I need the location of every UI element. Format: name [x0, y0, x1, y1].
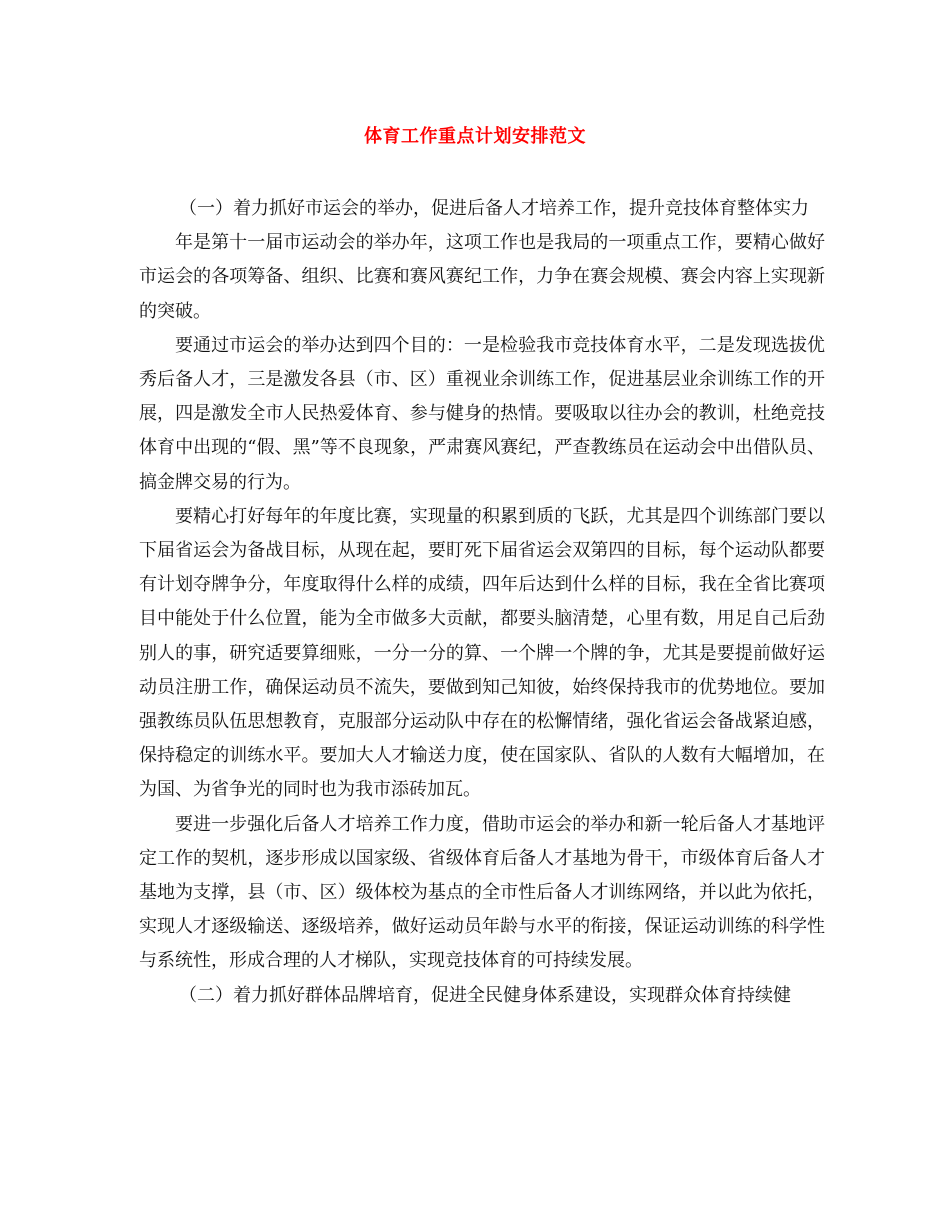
- paragraph: 年是第十一届市运动会的举办年，这项工作也是我局的一项重点工作，要精心做好市运会的各项筹备、组织、比赛和赛风赛纪工作，力争在赛会规模、赛会内容上实现新的突破。: [139, 232, 825, 322]
- document-body: [139, 192, 825, 1013]
- section-heading-1: （一）着力抓好市运会的举办，促进后备人才培养工作，提升竞技体育整体实力: [179, 198, 809, 219]
- paragraph: 要通过市运会的举办达到四个目的：一是检验我市竞技体育水平，二是发现选拔优秀后备人才，三是激发各县（市、区）重视业余训练工作，促进基层业余训练工作的开展，四是激发全市人民热爱体育、参与健身的热情。要吸取以往办会的教训，杜绝竞技体育中出现的“假、黑”等不良现象，严肃赛风赛纪，严查教练员在运动会中出借队员、搞金牌交易的行为。: [139, 334, 825, 493]
- paragraph: 要精心打好每年的年度比赛，实现量的积累到质的飞跃，尤其是四个训练部门要以下届省运会为备战目标，从现在起，要盯死下届省运会双第四的目标，每个运动队都要有计划夺牌争分，年度取得什么样的成绩，四年后达到什么样的目标，我在全省比赛项目中能处于什么位置，能为全市做多大贡献，都要头脑清楚，心里有数，用足自己后劲别人的事，研究适要算细账，一分一分的算、一个牌一个牌的争，尤其是要提前做好运动员注册工作，确保运动员不流失，要做到知己知彼，始终保持我市的优势地位。要加强教练员队伍思想教育，克服部分运动队中存在的松懈情绪，强化省运会备战紧迫感，保持稳定的训练水平。要加大人才输送力度，使在国家队、省队的人数有大幅增加，在为国、为省争光的同时也为我市添砖加瓦。: [139, 505, 825, 801]
- paragraph: 要进一步强化后备人才培养工作力度，借助市运会的举办和新一轮后备人才基地评定工作的契机，逐步形成以国家级、省级体育后备人才基地为骨干，市级体育后备人才基地为支撑，县（市、区）级体校为基点的全市性后备人才训练网络，并以此为依托，实现人才逐级输送、逐级培养，做好运动员年龄与水平的衔接，保证运动训练的科学性与系统性，形成合理的人才梯队，实现竞技体育的可持续发展。: [139, 813, 825, 972]
- section-heading-2: （二）着力抓好群体品牌培育，促进全民健身体系建设，实现群众体育持续健: [179, 984, 791, 1006]
- document-title: 体育工作重点计划安排范文: [364, 126, 586, 147]
